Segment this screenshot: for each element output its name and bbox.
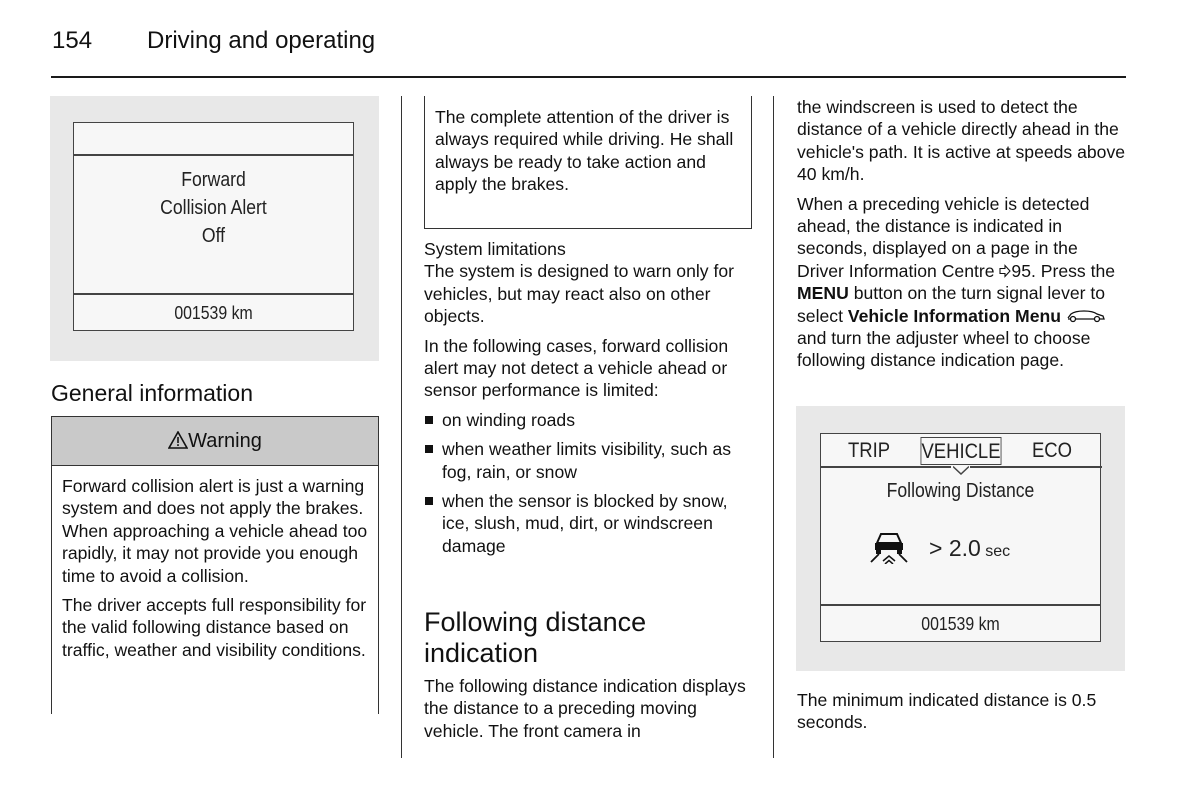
col3-paragraph-3: The minimum indicated distance is 0.5 seconds.	[797, 690, 1097, 733]
column-divider-1	[401, 96, 402, 758]
limitations-paragraph-1: The system is designed to warn only for vehicles, but may react also on other objects.	[424, 261, 734, 327]
warning-paragraph-2: The driver accepts full responsibility for the valid following distance based on traffic, weather and visibility conditions.	[62, 595, 367, 660]
page-number: 154	[52, 27, 93, 54]
tab-trip: TRIP	[847, 439, 891, 462]
fdi-paragraph: The following distance indication displays the distance to a preceding moving vehicle. The front camera in	[424, 676, 746, 741]
screen-top-rule	[74, 154, 353, 156]
general-information-heading: General information	[51, 380, 253, 406]
display-panel-following-distance	[796, 406, 1125, 671]
following-distance-value: > 2.0	[929, 535, 981, 561]
bullet-item-2: when weather limits visibility, such as fog, rain, or snow	[424, 438, 754, 483]
col3-p2-c: button on the turn signal lever to select	[797, 283, 1106, 326]
following-distance-title: Following Distance	[886, 480, 1035, 502]
display-text-off: Off	[201, 225, 226, 247]
column-divider-2	[773, 96, 774, 758]
display-odometer-2: 001539 km	[921, 614, 1000, 634]
menu-button-label: MENU	[797, 283, 849, 304]
system-limitations-heading: System limitations	[424, 239, 566, 259]
col3-p2-b: . Press the	[1030, 260, 1116, 281]
col3-p2-a: When a preceding vehicle is detected ahead, the distance is indicated in seconds, displayed on a page in the Driver Information Centre	[797, 193, 1090, 281]
warning-body	[52, 466, 378, 661]
display-screen	[73, 122, 354, 331]
bullet-item-1: on winding roads	[424, 409, 754, 431]
col3-p2-d: and turn the adjuster wheel to choose following distance indication page.	[797, 328, 1091, 371]
display-text-forward: Forward	[181, 169, 246, 191]
warning-title: Warning	[188, 430, 262, 452]
selected-tab-pointer-icon	[953, 465, 969, 475]
section-title: Driving and operating	[147, 27, 376, 54]
page-reference-link[interactable]: 95	[1011, 260, 1031, 281]
warning-header	[52, 417, 378, 466]
following-distance-heading-line1: Following distance	[424, 607, 647, 637]
display-screen-2	[820, 433, 1101, 642]
limitations-paragraph-2: In the following cases, forward collision alert may not detect a vehicle ahead or sensor performance is limited:	[424, 335, 729, 401]
col3-paragraph-1: the windscreen is used to detect the distance of a vehicle directly ahead in the vehicle's path. It is active at speeds above 40 km/h.	[797, 97, 1126, 185]
column-3-text	[797, 96, 1129, 379]
display-text-collision-alert: Collision Alert	[160, 197, 267, 219]
car-icon	[1066, 309, 1106, 323]
bullet-item-3: when the sensor is blocked by snow, ice, slush, mud, dirt, or windscreen damage	[424, 490, 754, 557]
screen-bottom-rule	[74, 293, 353, 295]
screen-bottom-rule-2	[821, 604, 1100, 606]
following-distance-heading-line2: indication	[424, 638, 539, 668]
tab-eco: ECO	[1031, 439, 1073, 462]
following-distance-unit: sec	[985, 543, 1011, 560]
tab-rule-right	[970, 466, 1102, 468]
page-ref-arrow-icon	[999, 264, 1011, 278]
attention-box	[424, 96, 752, 229]
menu-label: Menu	[1015, 305, 1061, 326]
display-odometer: 001539 km	[174, 303, 253, 323]
warning-triangle-icon	[168, 431, 188, 449]
col3-paragraph-2	[797, 193, 1129, 372]
warning-box	[51, 416, 379, 714]
tab-rule-left	[821, 466, 951, 468]
following-distance-readout	[929, 535, 1010, 562]
tab-vehicle: VEHICLE	[921, 437, 1002, 465]
display-panel-collision-alert	[50, 96, 379, 361]
vehicle-information-label: Vehicle Information	[847, 305, 1011, 326]
following-distance-heading	[424, 607, 764, 669]
attention-text: The complete attention of the driver is always required while driving. He shall always be ready to take action and apply the brakes.	[435, 107, 734, 195]
warning-paragraph-1: Forward collision alert is just a warning system and does not apply the brakes. When approaching a vehicle ahead too rapidly, it may not provide you enough time to avoid a collision.	[62, 476, 368, 586]
column-2-text	[424, 238, 754, 564]
header-rule	[51, 76, 1126, 78]
following-distance-icon	[869, 528, 909, 564]
